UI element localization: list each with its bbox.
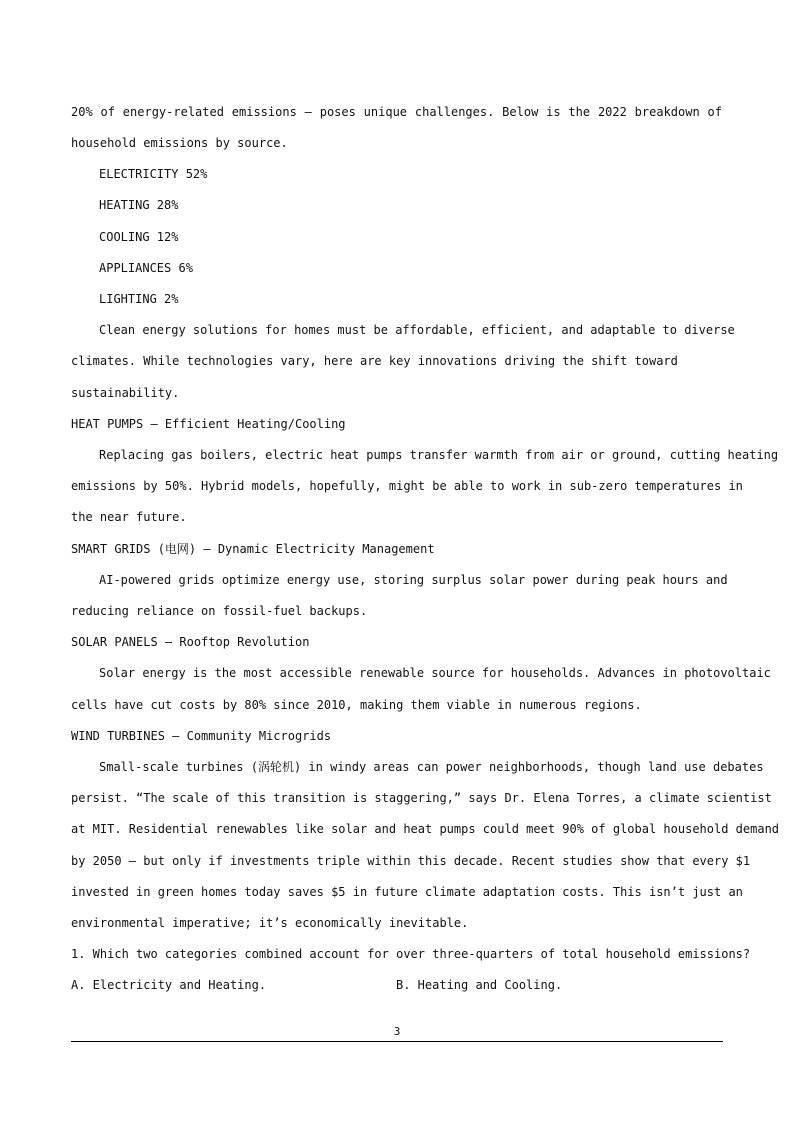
question-text: 1. Which two categories combined account for over three-quarters of total household emissions? <box>71 947 751 961</box>
wind-line-4: by 2050 — but only if investments triple within this decade. Recent studies show that every $1 <box>71 854 751 868</box>
wind-line-2: persist. “The scale of this transition is staggering,” says Dr. Elena Torres, a climate scientist <box>71 791 772 805</box>
smart-grids-heading: SMART GRIDS (电网) — Dynamic Electricity Management <box>71 542 435 556</box>
para1-line-1: Clean energy solutions for homes must be affordable, efficient, and adaptable to diverse <box>99 323 735 337</box>
footer-rule <box>71 1041 723 1042</box>
breakdown-cooling: COOLING 12% <box>99 230 179 244</box>
breakdown-lighting: LIGHTING 2% <box>99 292 179 306</box>
intro-line-1: 20% of energy-related emissions — poses unique challenges. Below is the 2022 breakdown of <box>71 105 722 119</box>
solar-line-2: cells have cut costs by 80% since 2010, making them viable in numerous regions. <box>71 698 642 712</box>
heat-pumps-line-3: the near future. <box>71 510 187 524</box>
option-b: B. Heating and Cooling. <box>396 978 563 992</box>
wind-line-1: Small-scale turbines (涡轮机) in windy areas can power neighborhoods, though land use debates <box>99 760 764 774</box>
intro-line-2: household emissions by source. <box>71 136 288 150</box>
para1-line-3: sustainability. <box>71 386 180 400</box>
heat-pumps-line-2: emissions by 50%. Hybrid models, hopefully, might be able to work in sub-zero temperatures in <box>71 479 743 493</box>
option-a: A. Electricity and Heating. <box>71 978 267 992</box>
solar-heading: SOLAR PANELS — Rooftop Revolution <box>71 635 310 649</box>
smart-grids-line-1: AI-powered grids optimize energy use, storing surplus solar power during peak hours and <box>99 573 728 587</box>
heat-pumps-line-1: Replacing gas boilers, electric heat pumps transfer warmth from air or ground, cutting heating <box>99 448 779 462</box>
wind-heading: WIND TURBINES — Community Microgrids <box>71 729 332 743</box>
wind-line-3: at MIT. Residential renewables like solar and heat pumps could meet 90% of global household demand <box>71 822 780 836</box>
para1-line-2: climates. While technologies vary, here are key innovations driving the shift toward <box>71 354 678 368</box>
wind-line-6: environmental imperative; it’s economically inevitable. <box>71 916 469 930</box>
breakdown-heating: HEATING 28% <box>99 198 179 212</box>
breakdown-electricity: ELECTRICITY 52% <box>99 167 208 181</box>
heat-pumps-heading: HEAT PUMPS — Efficient Heating/Cooling <box>71 417 346 431</box>
wind-line-5: invested in green homes today saves $5 in future climate adaptation costs. This isn’t just an <box>71 885 743 899</box>
smart-grids-line-2: reducing reliance on fossil-fuel backups. <box>71 604 368 618</box>
page-number: 3 <box>393 1025 401 1038</box>
solar-line-1: Solar energy is the most accessible renewable source for households. Advances in photovoltaic <box>99 666 771 680</box>
breakdown-appliances: APPLIANCES 6% <box>99 261 193 275</box>
